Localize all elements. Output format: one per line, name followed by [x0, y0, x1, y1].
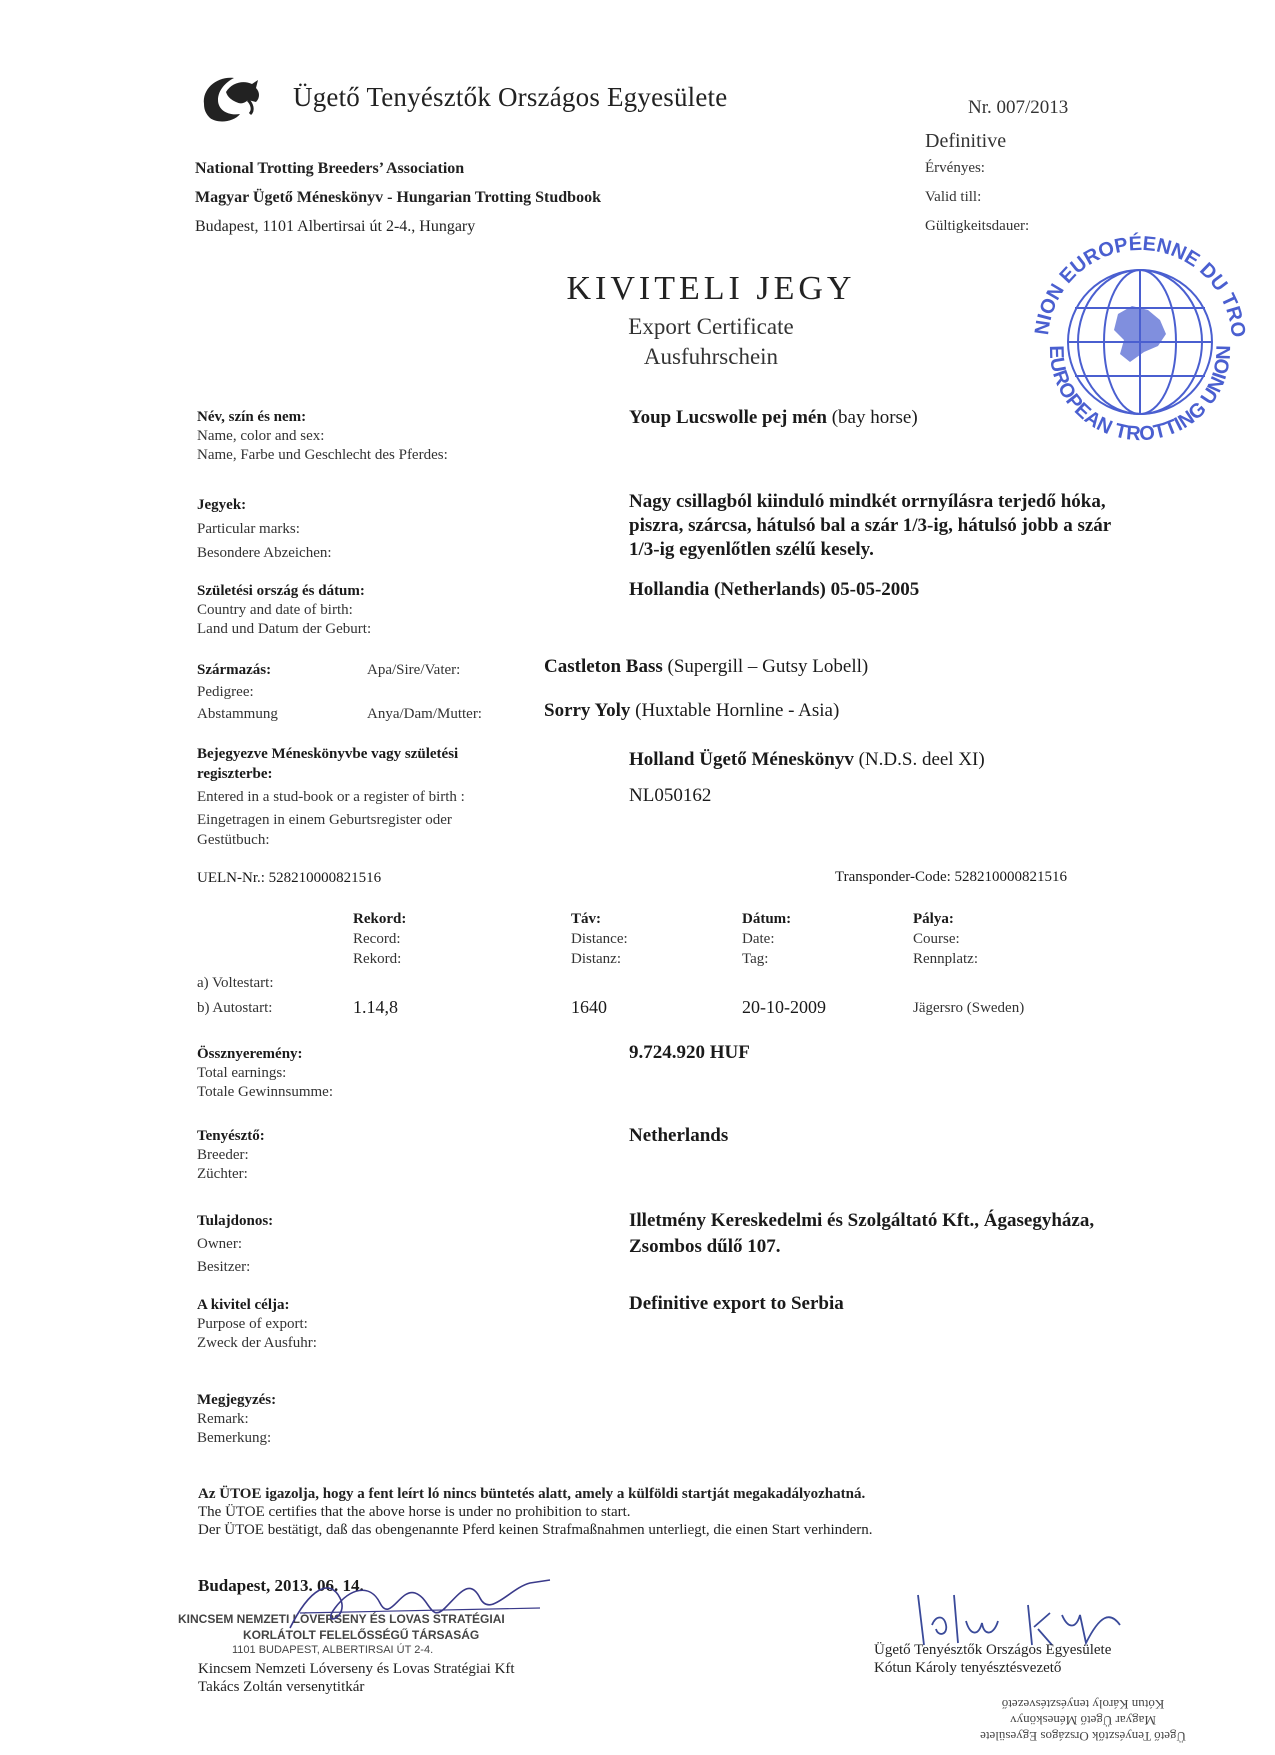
- studbook-label-de-1: Eingetragen in einem Geburtsregister oder: [197, 812, 452, 828]
- studbook-value: [629, 749, 985, 771]
- horse-logo-icon: [196, 70, 266, 130]
- row-voltestart: a) Voltestart:: [197, 975, 274, 991]
- owner-value: [629, 1208, 1094, 1260]
- record-col-date-en: Date:: [742, 931, 775, 947]
- name-label-de: Name, Farbe und Geschlecht des Pferdes:: [197, 447, 448, 463]
- header-line-1: National Trotting Breeders’ Association: [195, 160, 465, 177]
- marks-label: [197, 493, 332, 565]
- document-title-de: Ausfuhrschein: [643, 344, 779, 369]
- record-col-distance-hu: Táv:: [571, 911, 601, 927]
- earnings-label: [197, 1045, 333, 1102]
- right-stamp-line-1: Ügető Tenyésztők Országos Egyesülete: [980, 1729, 1186, 1744]
- purpose-label-en: Purpose of export:: [197, 1316, 308, 1332]
- owner-label-en: Owner:: [197, 1236, 242, 1252]
- name-value: [629, 407, 918, 429]
- right-signatory-org: Ügető Tenyésztők Országos Egyesülete: [874, 1642, 1112, 1658]
- owner-label-hu: Tulajdonos:: [197, 1213, 274, 1229]
- remark-label-en: Remark:: [197, 1411, 249, 1427]
- dam-value: [544, 700, 839, 722]
- sire-parents: (Supergill – Gutsy Lobell): [662, 656, 869, 677]
- record-col-record: [353, 909, 406, 969]
- sire-label: Apa/Sire/Vater:: [367, 662, 461, 678]
- remark-label: [197, 1391, 276, 1448]
- purpose-value: Definitive export to Serbia: [629, 1293, 844, 1314]
- breeder-label-de: Züchter:: [197, 1166, 248, 1182]
- dam-label: Anya/Dam/Mutter:: [367, 706, 482, 722]
- birth-value: Hollandia (Netherlands) 05-05-2005: [629, 579, 920, 600]
- record-col-record-hu: Rekord:: [353, 911, 407, 927]
- record-col-course: [913, 909, 978, 969]
- header-line-2: Magyar Ügető Méneskönyv - Hungarian Trotting Studbook: [195, 189, 601, 206]
- horse-name: Youp Lucswolle pej mén: [629, 407, 827, 428]
- studbook-volume: (N.D.S. deel XI): [853, 749, 985, 770]
- marks-label-hu: Jegyek:: [197, 497, 247, 513]
- right-stamp: [968, 1696, 1198, 1744]
- place-date: Budapest, 2013. 06. 14.: [198, 1576, 364, 1595]
- course-value: Jägersro (Sweden): [913, 1000, 1025, 1016]
- valid-en: Valid till:: [925, 189, 982, 205]
- valid-de: Gültigkeitsdauer:: [925, 218, 1030, 234]
- record-col-course-en: Course:: [913, 931, 960, 947]
- owner-label-de: Besitzer:: [197, 1259, 251, 1275]
- left-stamp-line-3: 1101 BUDAPEST, ALBERTIRSAI ÚT 2-4.: [232, 1644, 434, 1656]
- record-value: 1.14,8: [353, 997, 398, 1017]
- purpose-label-de: Zweck der Ausfuhr:: [197, 1335, 317, 1351]
- owner-label: [197, 1210, 273, 1279]
- breeder-label-en: Breeder:: [197, 1147, 249, 1163]
- right-signatory-name: Kótun Károly tenyésztésvezető: [874, 1660, 1062, 1676]
- org-name: Ügető Tenyésztők Országos Egyesülete: [293, 82, 728, 112]
- name-label: [197, 408, 448, 465]
- marks-line-3: 1/3-ig egyenlőtlen szélű kesely.: [629, 539, 874, 560]
- record-col-course-hu: Pálya:: [913, 911, 954, 927]
- certification-de: Der ÜTOE bestätigt, daß das obengenannte Pferd keinen Strafmaßnahmen unterliegt, die einen Start verhindern.: [198, 1522, 873, 1538]
- studbook-label-hu-1: Bejegyezve Méneskönyvbe vagy születési: [197, 746, 459, 762]
- marks-label-en: Particular marks:: [197, 521, 300, 537]
- left-signatory-name: Takács Zoltán versenytitkár: [198, 1679, 365, 1695]
- dam-name: Sorry Yoly: [544, 700, 631, 721]
- stamp-bottom-text: EUROPEAN TROTTING UNION: [1044, 344, 1236, 446]
- certification-hu: Az ÜTOE igazolja, hogy a fent leírt ló nincs büntetés alatt, amely a külföldi startját megakadályozhatná.: [198, 1486, 866, 1502]
- remark-label-de: Bemerkung:: [197, 1430, 272, 1446]
- document-title: KIVITELI JEGY: [566, 270, 856, 307]
- left-signatory-org: Kincsem Nemzeti Lóverseny és Lovas Stratégiai Kft: [198, 1661, 515, 1677]
- record-col-distance: [571, 909, 628, 969]
- record-col-course-de: Rennplatz:: [913, 951, 978, 967]
- studbook-label-de-2: Gestütbuch:: [197, 832, 270, 848]
- sire-name: Castleton Bass: [544, 656, 663, 677]
- marks-line-2: piszra, szárcsa, hátulsó bal a szár 1/3-ig, hátulsó jobb a szár: [629, 515, 1112, 536]
- birth-label-hu: Születési ország és dátum:: [197, 583, 365, 599]
- transponder-code: Transponder-Code: 528210000821516: [835, 869, 1068, 885]
- record-col-distance-en: Distance:: [571, 931, 628, 947]
- pedigree-label: [197, 659, 278, 725]
- name-label-hu: Név, szín és nem:: [197, 409, 307, 425]
- header-line-3: Budapest, 1101 Albertirsai út 2-4., Hungary: [195, 218, 476, 235]
- record-col-record-de: Rekord:: [353, 951, 402, 967]
- birth-label-de: Land und Datum der Geburt:: [197, 621, 372, 637]
- left-signature: [280, 1568, 560, 1648]
- marks-label-de: Besondere Abzeichen:: [197, 545, 332, 561]
- owner-line-2: Zsombos dűlő 107.: [629, 1236, 781, 1257]
- left-signatory: [198, 1660, 515, 1696]
- marks-value: [629, 490, 1111, 562]
- distance-value: 1640: [571, 997, 607, 1017]
- studbook-label-en: Entered in a stud-book or a register of birth :: [197, 789, 465, 805]
- record-col-date: [742, 909, 791, 969]
- left-signature-scribble: [280, 1568, 560, 1648]
- earnings-value: 9.724.920 HUF: [629, 1042, 750, 1063]
- earnings-label-en: Total earnings:: [197, 1065, 287, 1081]
- birth-label-en: Country and date of birth:: [197, 602, 353, 618]
- studbook-number: NL050162: [629, 785, 712, 806]
- record-col-distance-de: Distanz:: [571, 951, 621, 967]
- ueln-number: UELN-Nr.: 528210000821516: [197, 870, 382, 886]
- left-stamp-line-1: KINCSEM NEMZETI LÓVERSENY ÉS LOVAS STRATÉGIAI: [178, 1612, 505, 1626]
- valid-hu: Érvényes:: [925, 160, 985, 176]
- record-col-record-en: Record:: [353, 931, 401, 947]
- earnings-label-hu: Össznyeremény:: [197, 1046, 303, 1062]
- studbook-name: Holland Ügető Méneskönyv: [629, 749, 854, 770]
- pedigree-label-en: Pedigree:: [197, 684, 254, 700]
- record-col-date-de: Tag:: [742, 951, 769, 967]
- logo: [196, 70, 266, 130]
- studbook-label: [197, 744, 465, 850]
- purpose-label: [197, 1296, 317, 1353]
- row-autostart: b) Autostart:: [197, 1000, 273, 1016]
- birth-label: [197, 582, 371, 639]
- certificate-number: Nr. 007/2013: [968, 97, 1069, 118]
- right-stamp-line-3: Kótun Károly tenyésztésvezető: [1001, 1697, 1165, 1712]
- earnings-label-de: Totale Gewinnsumme:: [197, 1084, 334, 1100]
- date-value: 20-10-2009: [742, 997, 826, 1017]
- pedigree-label-hu: Származás:: [197, 662, 272, 678]
- owner-line-1: Illetmény Kereskedelmi és Szolgáltató Kft., Ágasegyháza,: [629, 1210, 1095, 1231]
- purpose-label-hu: A kivitel célja:: [197, 1297, 290, 1313]
- marks-line-1: Nagy csillagból kiinduló mindkét orrnyílásra terjedő hóka,: [629, 491, 1106, 512]
- studbook-label-hu-2: regiszterbe:: [197, 766, 273, 782]
- horse-color: (bay horse): [826, 407, 918, 428]
- document-title-en: Export Certificate: [628, 314, 794, 339]
- uet-stamp: [1020, 222, 1260, 462]
- record-col-date-hu: Dátum:: [742, 911, 792, 927]
- right-stamp-line-2: Magyar Ügető Méneskönyv: [1010, 1713, 1156, 1728]
- sire-value: [544, 656, 868, 678]
- breeder-label: [197, 1127, 265, 1184]
- breeder-value: Netherlands: [629, 1125, 729, 1146]
- pedigree-label-de: Abstammung: [197, 706, 278, 722]
- dam-parents: (Huxtable Hornline - Asia): [630, 700, 840, 721]
- breeder-label-hu: Tenyésztő:: [197, 1128, 265, 1144]
- certification-en: The ÜTOE certifies that the above horse is under no prohibition to start.: [198, 1504, 631, 1520]
- name-label-en: Name, color and sex:: [197, 428, 325, 444]
- certification-text: [198, 1485, 873, 1539]
- left-stamp-line-2: KORLÁTOLT FELELŐSSÉGŰ TÁRSASÁG: [243, 1628, 480, 1642]
- right-signatory: [874, 1641, 1111, 1677]
- stamp-top-text: NION EUROPÉENNE DU TRO: [1031, 232, 1250, 339]
- definitive-label: Definitive: [925, 130, 1007, 152]
- remark-label-hu: Megjegyzés:: [197, 1392, 277, 1408]
